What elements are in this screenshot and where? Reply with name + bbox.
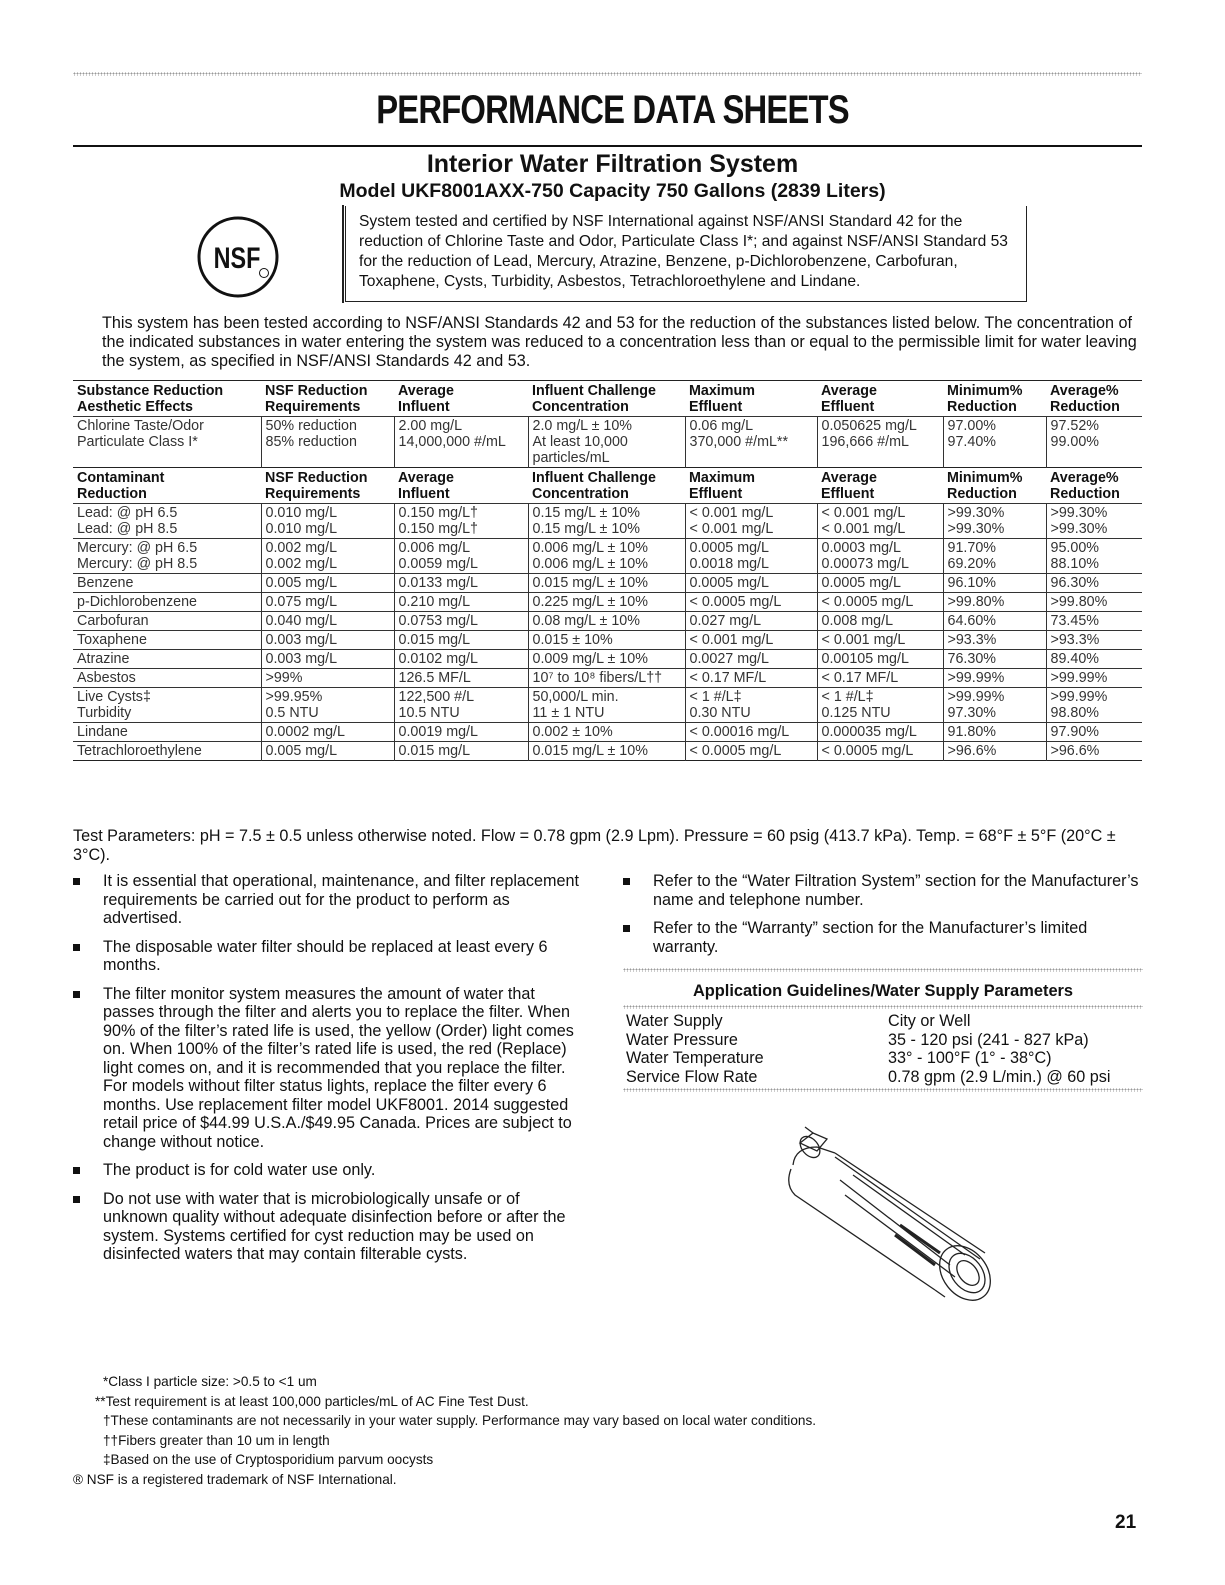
table-header-cell: Maximum Effluent [689,470,755,502]
app-guideline-label: Water Pressure [626,1030,738,1049]
table-header-cell: Minimum% Reduction [947,383,1023,415]
bullet-item [73,938,588,975]
table-cell: 2.00 mg/L 14,000,000 #/mL [394,417,528,468]
bullet-square-icon [623,925,630,932]
table-row [73,723,1142,742]
bullet-item [73,872,588,928]
table-cell: Toxaphene [77,632,147,648]
app-guideline-label: Water Temperature [626,1049,764,1067]
table-cell: >99.80% [943,593,1046,612]
table-cell: 0.0005 mg/L [817,574,943,593]
table-cell: 0.027 mg/L [685,612,817,631]
right-bullet-list [623,872,1143,966]
table-cell: 73.45% [1046,612,1142,631]
table-cell: 96.30% [1046,574,1142,593]
bullet-text: Refer to the “Warranty” section for the Manufacturer’s limited warranty. [653,919,1088,956]
bullet-square-icon [623,878,630,885]
bullet-square-icon [73,991,80,998]
table-cell: 97.90% [1046,723,1142,742]
bullet-item [623,872,1143,909]
table-cell: Benzene [77,575,134,591]
table-cell: < 0.00016 mg/L [685,723,817,742]
table-cell: 91.80% [943,723,1046,742]
table-cell: 0.008 mg/L [817,612,943,631]
table-row [73,417,1142,468]
nsf-logo-text: NSF [213,241,261,275]
model-line: Model UKF8001AXX-750 Capacity 750 Gallons (2839 Liters) [339,180,886,202]
table-row [73,669,1142,688]
intro-paragraph: This system has been tested according to NSF/ANSI Standards 42 and 53 for the reduction of the substances listed below. The concentration of the indicated substances in water entering the system was reduced to a concentration less than or equal to the permissible limit for water leaving the system, as specified in NSF/ANSI Standards 42 and 53. [102,314,1137,370]
table-header-cell: Influent Challenge Concentration [532,470,656,502]
table-row [73,504,1142,539]
table-header-row [73,468,1142,504]
table-cell: 50% reduction 85% reduction [261,417,394,468]
table-cell: 0.002 mg/L 0.002 mg/L [261,539,394,574]
table-cell: 0.225 mg/L ± 10% [528,593,685,612]
table-header-cell: Maximum Effluent [689,383,755,415]
table-cell: >99.30% >99.30% [943,504,1046,539]
table-cell: 0.050625 mg/L 196,666 #/mL [817,417,943,468]
table-cell: < 0.0005 mg/L [817,742,943,761]
footnote: ††Fibers greater than 10 um in length [103,1432,330,1448]
table-cell: < 1 #/L‡ 0.30 NTU [685,688,817,723]
table-cell: Carbofuran [77,613,149,629]
table-cell: 0.003 mg/L [261,650,394,669]
table-header-cell: Minimum% Reduction [947,470,1023,502]
bullet-text: The product is for cold water use only. [103,1161,376,1179]
app-title-dotted-rule [623,1005,1143,1009]
table-header-cell: Influent Challenge Concentration [532,383,656,415]
table-cell: 0.009 mg/L ± 10% [528,650,685,669]
bullet-item [73,1190,588,1264]
table-cell: < 0.17 MF/L [817,669,943,688]
app-guideline-row [623,1049,1143,1068]
app-guideline-value: 35 - 120 psi (241 - 827 kPa) [888,1030,1089,1049]
table-cell: 0.002 ± 10% [528,723,685,742]
table-cell: 0.005 mg/L [261,742,394,761]
app-guideline-row [623,1031,1143,1050]
table-header-cell: Average Influent [398,470,454,502]
bullet-text: The disposable water filter should be replaced at least every 6 months. [103,937,548,974]
table-cell: 64.60% [943,612,1046,631]
table-header-cell: Average Effluent [821,383,877,415]
table-cell: >99.99% 97.30% [943,688,1046,723]
page-title: PERFORMANCE DATA SHEETS [376,88,849,132]
table-header-cell: NSF Reduction Requirements [265,470,368,502]
bullet-square-icon [73,878,80,885]
table-cell: 0.000035 mg/L [817,723,943,742]
bullet-square-icon [73,1196,80,1203]
app-guidelines-title: Application Guidelines/Water Supply Parameters [692,982,1074,1000]
table-header-cell: Substance Reduction Aesthetic Effects [77,383,224,415]
table-header-row [73,381,1142,417]
table-row [73,539,1142,574]
bullet-item [623,919,1143,956]
table-cell: 0.0005 mg/L [685,574,817,593]
app-guideline-label: Service Flow Rate [626,1067,758,1086]
table-cell: >99.30% >99.30% [1046,504,1142,539]
left-bullet-list [73,872,588,1274]
table-cell: 0.015 mg/L ± 10% [528,574,685,593]
page-number: 21 [1115,1512,1137,1533]
table-row [73,574,1142,593]
table-header-cell: Average% Reduction [1050,383,1120,415]
table-cell: 0.00105 mg/L [817,650,943,669]
table-cell: Chlorine Taste/Odor Particulate Class I* [77,418,204,450]
app-guideline-row [623,1012,1143,1031]
table-cell: 0.06 mg/L 370,000 #/mL** [685,417,817,468]
table-row [73,593,1142,612]
table-cell: 0.015 mg/L [394,742,528,761]
table-row [73,688,1142,723]
table-cell: >99.99% 98.80% [1046,688,1142,723]
table-cell: 0.0753 mg/L [394,612,528,631]
app-guideline-row [623,1068,1143,1087]
table-row [73,650,1142,669]
bullet-item [73,1161,588,1180]
top-dotted-rule [73,72,1142,76]
table-row [73,612,1142,631]
app-bottom-dotted-rule [623,1088,1143,1092]
table-cell: >93.3% [1046,631,1142,650]
water-filter-illustration [775,1125,1015,1315]
table-cell: 0.15 mg/L ± 10% 0.15 mg/L ± 10% [528,504,685,539]
app-guideline-value: City or Well [888,1012,971,1030]
table-cell: 0.006 mg/L 0.0059 mg/L [394,539,528,574]
table-header-cell: Average Effluent [821,470,877,502]
footnote: *Class I particle size: >0.5 to <1 um [103,1374,317,1389]
table-cell: 0.015 mg/L [394,631,528,650]
table-cell: >99.80% [1046,593,1142,612]
app-guideline-label: Water Supply [626,1012,723,1030]
table-cell: 0.0027 mg/L [685,650,817,669]
table-cell: 0.003 mg/L [261,631,394,650]
table-cell: 122,500 #/L 10.5 NTU [394,688,528,723]
table-cell: 0.150 mg/L† 0.150 mg/L† [394,504,528,539]
table-cell: 126.5 MF/L [394,669,528,688]
table-cell: 0.006 mg/L ± 10% 0.006 mg/L ± 10% [528,539,685,574]
bullet-text: It is essential that operational, maintenance, and filter replacement requirements be carried out for the product to perform as advertised. [103,872,580,927]
table-cell: < 0.001 mg/L < 0.001 mg/L [685,504,817,539]
table-cell: 76.30% [943,650,1046,669]
table-cell: 0.0005 mg/L 0.0018 mg/L [685,539,817,574]
table-cell: >99% [261,669,394,688]
table-header-cell: Contaminant Reduction [77,470,165,502]
nsf-logo [196,215,280,299]
table-cell: >99.99% [1046,669,1142,688]
table-cell: 96.10% [943,574,1046,593]
table-cell: 0.010 mg/L 0.010 mg/L [261,504,394,539]
table-cell: 0.075 mg/L [261,593,394,612]
table-row [73,631,1142,650]
table-cell: 97.00% 97.40% [943,417,1046,468]
footnote: ® NSF is a registered trademark of NSF International. [73,1471,397,1487]
footnote: **Test requirement is at least 100,000 particles/mL of AC Fine Test Dust. [95,1393,529,1409]
footnotes [73,1372,1073,1489]
table-cell: < 0.001 mg/L [685,631,817,650]
table-cell: 95.00% 88.10% [1046,539,1142,574]
table-cell: 10⁷ to 10⁸ fibers/L†† [528,669,685,688]
table-cell: 0.08 mg/L ± 10% [528,612,685,631]
table-cell: 91.70% 69.20% [943,539,1046,574]
table-cell: Asbestos [77,670,136,686]
table-cell: 0.005 mg/L [261,574,394,593]
bullet-square-icon [73,1167,80,1174]
table-cell: < 0.0005 mg/L [685,593,817,612]
table-cell: >93.3% [943,631,1046,650]
table-header-cell: NSF Reduction Requirements [265,383,368,415]
table-cell: Lindane [77,724,128,740]
table-cell: 0.0133 mg/L [394,574,528,593]
app-guidelines-table [623,1012,1143,1086]
table-cell: 97.52% 99.00% [1046,417,1142,468]
test-parameters: Test Parameters: pH = 7.5 ± 0.5 unless otherwise noted. Flow = 0.78 gpm (2.9 Lpm). Pressure = 60 psig (413.7 kPa). Temp. = 68°F ± 5°F (20°C ± 3°C). [73,827,1116,864]
app-guideline-value: 33° - 100°F (1° - 38°C) [888,1049,1052,1067]
bullet-square-icon [73,944,80,951]
bullet-text: Do not use with water that is microbiologically unsafe or of unknown quality without adequate disinfection before or after the system. Systems certified for cyst reduction may be used on disinfected waters that may contain filterable cysts. [103,1189,566,1263]
table-cell: 50,000/L min. 11 ± 1 NTU [528,688,685,723]
table-cell: 0.015 mg/L ± 10% [528,742,685,761]
table-cell: < 0.0005 mg/L [817,593,943,612]
app-guideline-value: 0.78 gpm (2.9 L/min.) @ 60 psi [888,1067,1111,1086]
table-cell: 0.040 mg/L [261,612,394,631]
bullet-item [73,985,588,1152]
table-cell: < 0.0005 mg/L [685,742,817,761]
table-cell: Lead: @ pH 6.5 Lead: @ pH 8.5 [77,505,178,537]
table-cell: >96.6% [1046,742,1142,761]
table-header-cell: Average% Reduction [1050,470,1120,502]
table-cell: Live Cysts‡ Turbidity [77,689,151,721]
table-cell: 0.0019 mg/L [394,723,528,742]
table-cell: >96.6% [943,742,1046,761]
table-cell: Atrazine [77,651,130,667]
table-cell: < 1 #/L‡ 0.125 NTU [817,688,943,723]
table-cell: < 0.001 mg/L < 0.001 mg/L [817,504,943,539]
cert-box-left-border [342,205,344,303]
table-cell: 0.0102 mg/L [394,650,528,669]
table-cell: < 0.001 mg/L [817,631,943,650]
table-cell: 0.0002 mg/L [261,723,394,742]
subtitle: Interior Water Filtration System [426,150,799,178]
bullet-text: The filter monitor system measures the amount of water that passes through the filter and alerts you to replace the filter. When 90% of the filter’s rated life is used, the yellow (Order) light comes on. When 100% of the filter’s rated life is used, the red (Replace) light comes on, and it is recommended that you replace the filter. For models without filter status lights, replace the filter every 6 months. Use replacement filter model UKF8001. 2014 suggested retail price of $44.99 U.S.A./$49.95 Canada. Prices are subject to change without notice. [103,984,574,1151]
table-cell: 2.0 mg/L ± 10% At least 10,000 particles/mL [528,417,685,468]
table-cell: 0.210 mg/L [394,593,528,612]
table-cell: 89.40% [1046,650,1142,669]
table-cell: < 0.17 MF/L [685,669,817,688]
bullet-text: Refer to the “Water Filtration System” section for the Manufacturer’s name and telephone number. [653,872,1139,909]
table-cell: 0.0003 mg/L 0.00073 mg/L [817,539,943,574]
title-rule [73,145,1142,147]
table-cell: p-Dichlorobenzene [77,594,198,610]
table-cell: Tetrachloroethylene [77,743,202,759]
table-cell: 0.015 ± 10% [528,631,685,650]
certification-box: System tested and certified by NSF International against NSF/ANSI Standard 42 for the reduction of Chlorine Taste and Odor, Particulate Class I*; and against NSF/ANSI Standard 53 for the reduction of Lead, Mercury, Atrazine, Benzene, p-Dichlorobenzene, Carbofuran, Toxaphene, Cysts, Turbidity, Asbestos, Tetrachloroethylene and Lindane. [345,206,1027,302]
table-row [73,742,1142,761]
footnote: ‡Based on the use of Cryptosporidium parvum oocysts [103,1452,434,1467]
table-cell: >99.95% 0.5 NTU [261,688,394,723]
table-cell: >99.99% [943,669,1046,688]
table-cell: Mercury: @ pH 6.5 Mercury: @ pH 8.5 [77,540,198,572]
performance-table [73,380,1142,761]
app-top-dotted-rule [623,968,1143,972]
footnote: †These contaminants are not necessarily in your water supply. Performance may vary based on local water conditions. [103,1413,817,1428]
table-header-cell: Average Influent [398,383,454,415]
